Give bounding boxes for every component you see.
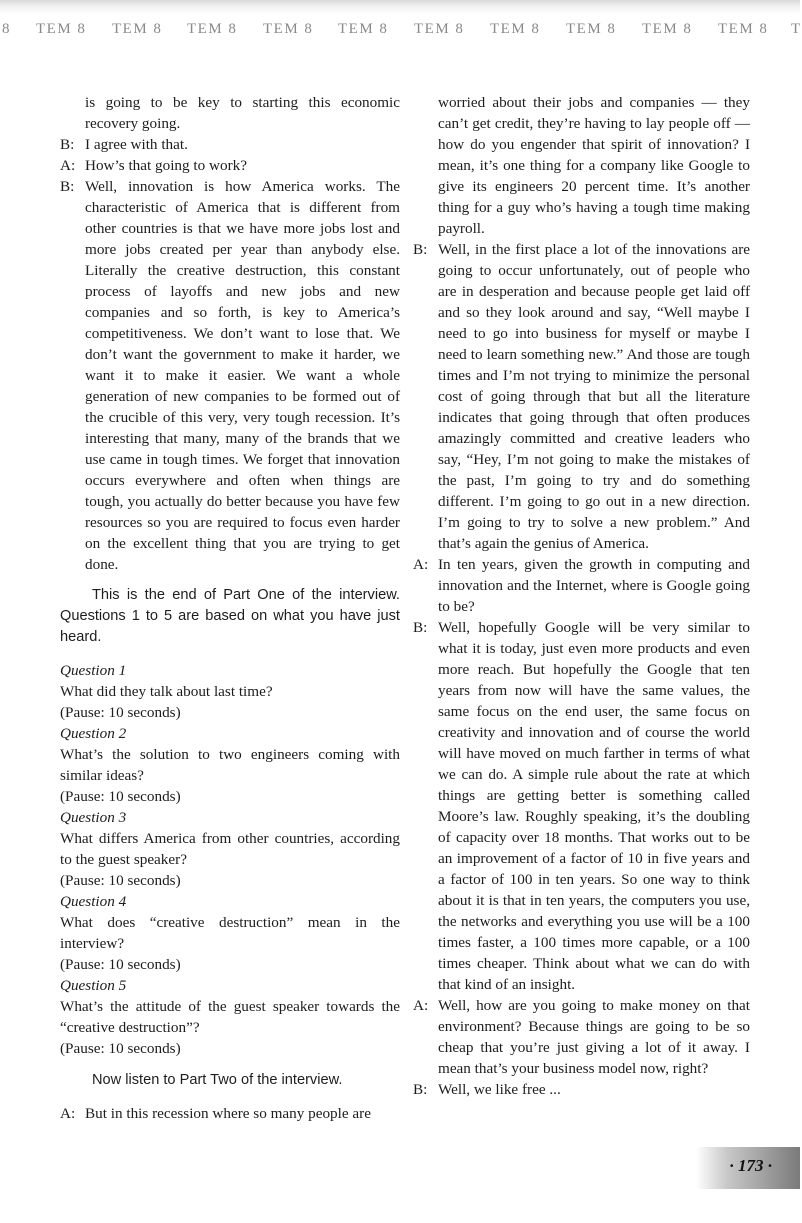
header-item: TEM 8: [642, 21, 693, 37]
pause-note: (Pause: 10 seconds): [60, 788, 181, 805]
speaker-label: B:: [60, 136, 75, 153]
dialogue-text: Well, how are you going to make money on that environment? Because things are going to be so cheap that you’re just giving a lot of it away. I mean that’s your business model now, right?: [438, 997, 750, 1077]
question-block: [60, 660, 400, 723]
question-text: What’s the solution to two engineers coming with similar ideas?: [60, 746, 400, 784]
dialogue-text: I agree with that.: [85, 136, 188, 153]
question-text: What differs America from other countries, according to the guest speaker?: [60, 830, 400, 868]
continued-utterance: is going to be key to starting this economic recovery going.: [85, 94, 400, 132]
pause-note: (Pause: 10 seconds): [60, 956, 181, 973]
question-text: What’s the attitude of the guest speaker towards the “creative destruction”?: [60, 998, 400, 1036]
question-label: Question 3: [60, 809, 127, 826]
header-item: TEM 8: [490, 21, 541, 37]
dialogue-line: [413, 1079, 750, 1100]
header-item: TEM 8: [263, 21, 314, 37]
pause-note: (Pause: 10 seconds): [60, 872, 181, 889]
speaker-label: B:: [413, 241, 428, 258]
dialogue-text: Well, in the first place a lot of the innovations are going to occur unfortunately, out of people who are in desperation and because people get laid off and so they look around and say, “Well maybe I need to go into business for myself or maybe I need to learn something new.” And those are tough times and I’m not trying to minimize the personal cost of going through that but all the literature indicates that going through that often produces amazingly committed and creative leaders who say, “Hey, I’m not going to make the mistakes of the past, I’m going to try and do something different. I’m going to go out in a new direction. I’m going to try to solve a new problem.” And that’s again the genius of America.: [438, 241, 750, 552]
dialogue-text: How’s that going to work?: [85, 157, 247, 174]
left-column: [60, 92, 400, 1124]
running-header: [0, 0, 800, 48]
page-number: · 173 ·: [729, 1156, 772, 1175]
question-text: What does “creative destruction” mean in the interview?: [60, 914, 400, 952]
header-item: TEM 8: [414, 21, 465, 37]
dialogue-text: Well, hopefully Google will be very similar to what it is today, just even more products and even more reach. But hopefully the Google that ten years from now will have the same values, the same focus on the end user, the same focus on creativity and innovation and of course the world will have moved on much farther in terms of what we can do. A simple rule about the rate at which things are getting better is something called Moore’s law. Roughly speaking, it’s the doubling of capacity over 18 months. That works out to be an improvement of a factor of 10 in five years and a factor of 100 in ten years. So one way to think about it is that in ten years, the computers you use, the networks and everything you use will be a 100 times faster, a 100 times more capable, or a 100 times cheaper. Think about what we can do with that kind of an insight.: [438, 619, 750, 993]
question-label: Question 2: [60, 725, 127, 742]
question-label: Question 4: [60, 893, 127, 910]
dialogue-text: Well, innovation is how America works. The characteristic of America that is different from other countries is that we have more jobs lost and more jobs created per year than anybody else. Literally the creative destruction, this constant process of layoffs and new jobs and new companies and so forth, is key to America’s competitiveness. We don’t want to lose that. We don’t want the government to make it harder, we want it to make it easier. We want a whole generation of new companies to be formed out of the crucible of this very, very tough recession. It’s interesting that many, many of the brands that we use came in tough times. We forget that innovation occurs everywhere and often when things are tough, you actually do better because you have few resources so you are required to focus even harder on the excellent thing that you are trying to get done.: [85, 178, 400, 573]
speaker-label: B:: [413, 619, 428, 636]
dialogue-line: [413, 617, 750, 995]
speaker-label: A:: [413, 556, 429, 573]
pause-note: (Pause: 10 seconds): [60, 704, 181, 721]
right-column: [413, 92, 750, 1100]
question-block: [60, 975, 400, 1059]
dialogue-line: [413, 554, 750, 617]
dialogue-line: [413, 995, 750, 1079]
dialogue-text: Well, we like free ...: [438, 1081, 561, 1098]
header-item: TEM 8: [187, 21, 238, 37]
header-item: TEM 8: [566, 21, 617, 37]
dialogue-line: [60, 155, 400, 176]
dialogue-text: In ten years, given the growth in computing and innovation and the Internet, where is Google going to be?: [438, 556, 750, 615]
speaker-label: B:: [413, 1081, 428, 1098]
pause-note: (Pause: 10 seconds): [60, 1040, 181, 1057]
speaker-label: A:: [60, 157, 76, 174]
speaker-label: B:: [60, 178, 75, 195]
question-label: Question 1: [60, 662, 127, 679]
dialogue-line: [60, 134, 400, 155]
dialogue-text: But in this recession where so many people are: [85, 1105, 371, 1122]
speaker-label: A:: [60, 1105, 76, 1122]
part-two-instruction: Now listen to Part Two of the interview.: [92, 1072, 343, 1088]
header-item: TEM 8: [718, 21, 769, 37]
header-item: TEM 8: [36, 21, 87, 37]
header-item: TEM 8: [112, 21, 163, 37]
question-block: [60, 723, 400, 807]
header-item: 8: [2, 21, 11, 37]
question-block: [60, 807, 400, 891]
part-one-end-instruction: This is the end of Part One of the interview. Questions 1 to 5 are based on what you have just heard.: [60, 587, 400, 645]
question-text: What did they talk about last time?: [60, 683, 273, 700]
header-item: T: [791, 21, 802, 37]
dialogue-line: [60, 176, 400, 575]
speaker-label: A:: [413, 997, 429, 1014]
header-item: TEM 8: [338, 21, 389, 37]
question-block: [60, 891, 400, 975]
continued-utterance: worried about their jobs and companies — they can’t get credit, they’re having to lay people off — how do you engender that spirit of innovation? I mean, it’s one thing for a company like Google to give its engineers 20 percent time. It’s another thing for a guy who’s having a tough time making payroll.: [438, 94, 750, 237]
dialogue-line: [413, 239, 750, 554]
dialogue-line: [60, 1103, 400, 1124]
question-label: Question 5: [60, 977, 127, 994]
